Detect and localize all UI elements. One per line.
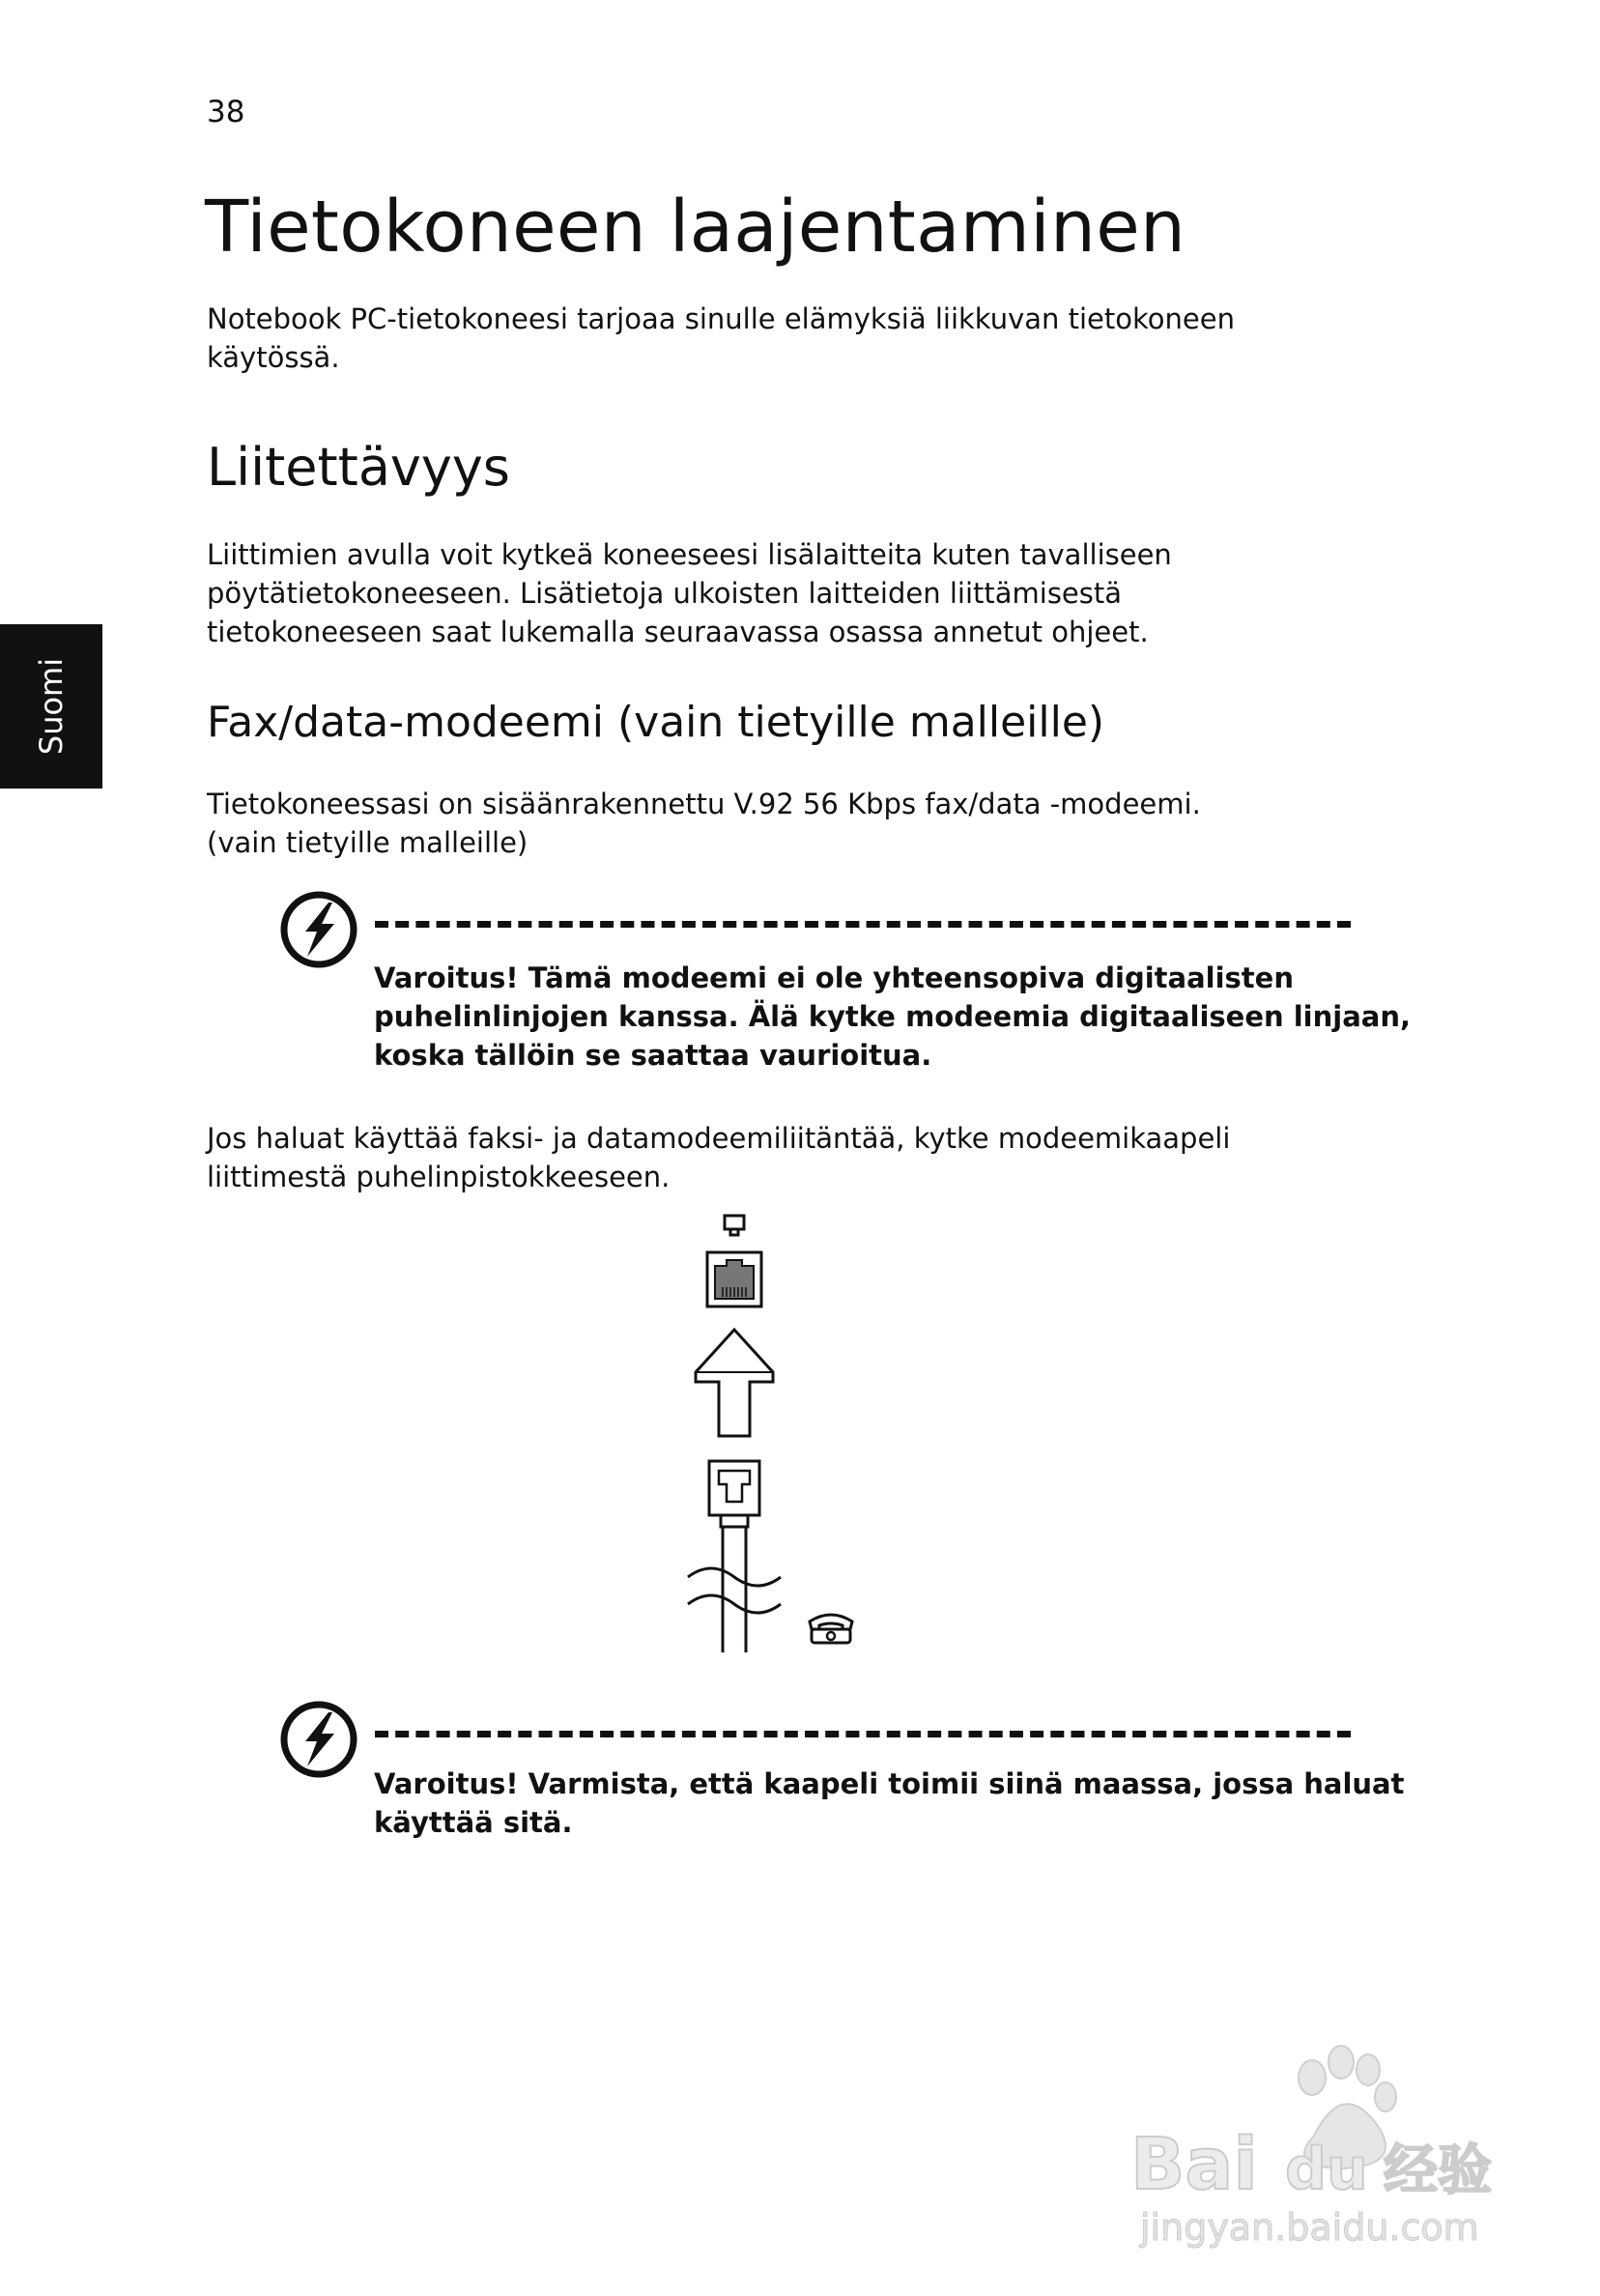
warning-line: Varoitus! Tämä modeemi ei ole yhteensopiva digitaalisten: [374, 961, 1294, 994]
connectivity-heading: Liitettävyys: [207, 437, 510, 498]
language-side-tab: [0, 624, 102, 789]
rj11-port-icon: [707, 1252, 761, 1306]
instructions-paragraph: [207, 1119, 1230, 1196]
svg-text:Bai: Bai: [1130, 2123, 1258, 2206]
connectivity-line: tietokoneeseen saat lukemalla seuraavassa osassa annetut ohjeet.: [207, 616, 1149, 648]
modem-heading: Fax/data-modeemi (vain tietyille malleille): [207, 698, 1105, 747]
page-number: 38: [207, 95, 245, 129]
intro-paragraph: [207, 300, 1235, 377]
warning-line: puhelinlinjojen kanssa. Älä kytke modeemia digitaaliseen linjaan,: [374, 1000, 1412, 1033]
lightning-bolt-warning-icon: [278, 1699, 359, 1780]
warning-text-cable: [374, 1765, 1405, 1842]
intro-line: Notebook PC-tietokoneesi tarjoaa sinulle elämyksiä liikkuvan tietokoneen: [207, 302, 1235, 335]
connectivity-line: pöytätietokoneeseen. Lisätietoja ulkoisten laitteiden liittämisestä: [207, 577, 1123, 610]
connectivity-paragraph: [207, 535, 1172, 651]
port-symbol-icon: [725, 1216, 744, 1235]
instructions-line: liittimestä puhelinpistokkeeseen.: [207, 1161, 671, 1193]
modem-connection-diagram: [667, 1208, 899, 1662]
warning-line: Varoitus! Varmista, että kaapeli toimii siinä maassa, jossa haluat: [374, 1767, 1405, 1800]
lightning-bolt-warning-icon: [278, 889, 359, 970]
page-title: Tietokoneen laajentaminen: [205, 186, 1186, 269]
svg-text:du: du: [1285, 2136, 1368, 2203]
warning-line: käyttää sitä.: [374, 1806, 573, 1839]
warning-text-modem: [374, 959, 1411, 1075]
telephone-icon: [810, 1615, 852, 1643]
modem-paragraph: [207, 785, 1201, 862]
warning-line: koska tällöin se saattaa vaurioitua.: [374, 1039, 932, 1072]
warning-divider: [375, 921, 1351, 928]
arrow-up-icon: [696, 1330, 773, 1436]
connectivity-line: Liittimien avulla voit kytkeä koneeseesi lisälaitteita kuten tavalliseen: [207, 538, 1172, 571]
modem-line: (vain tietyille malleille): [207, 826, 529, 859]
baidu-jingyan-watermark-logo: [1130, 2029, 1517, 2252]
modem-line: Tietokoneessasi on sisäänrakennettu V.92 56 Kbps fax/data -modeemi.: [207, 788, 1201, 820]
language-side-tab-label: Suomi: [33, 657, 70, 756]
instructions-line: Jos haluat käyttää faksi- ja datamodeemiliitäntää, kytke modeemikaapeli: [207, 1122, 1231, 1155]
warning-divider: [375, 1731, 1351, 1737]
svg-text:经验: 经验: [1384, 2139, 1492, 2202]
rj11-plug-icon: [709, 1461, 759, 1527]
cable-icon: [688, 1527, 781, 1652]
intro-line: käytössä.: [207, 341, 340, 374]
svg-text:jingyan.baidu.com: jingyan.baidu.com: [1140, 2206, 1479, 2249]
